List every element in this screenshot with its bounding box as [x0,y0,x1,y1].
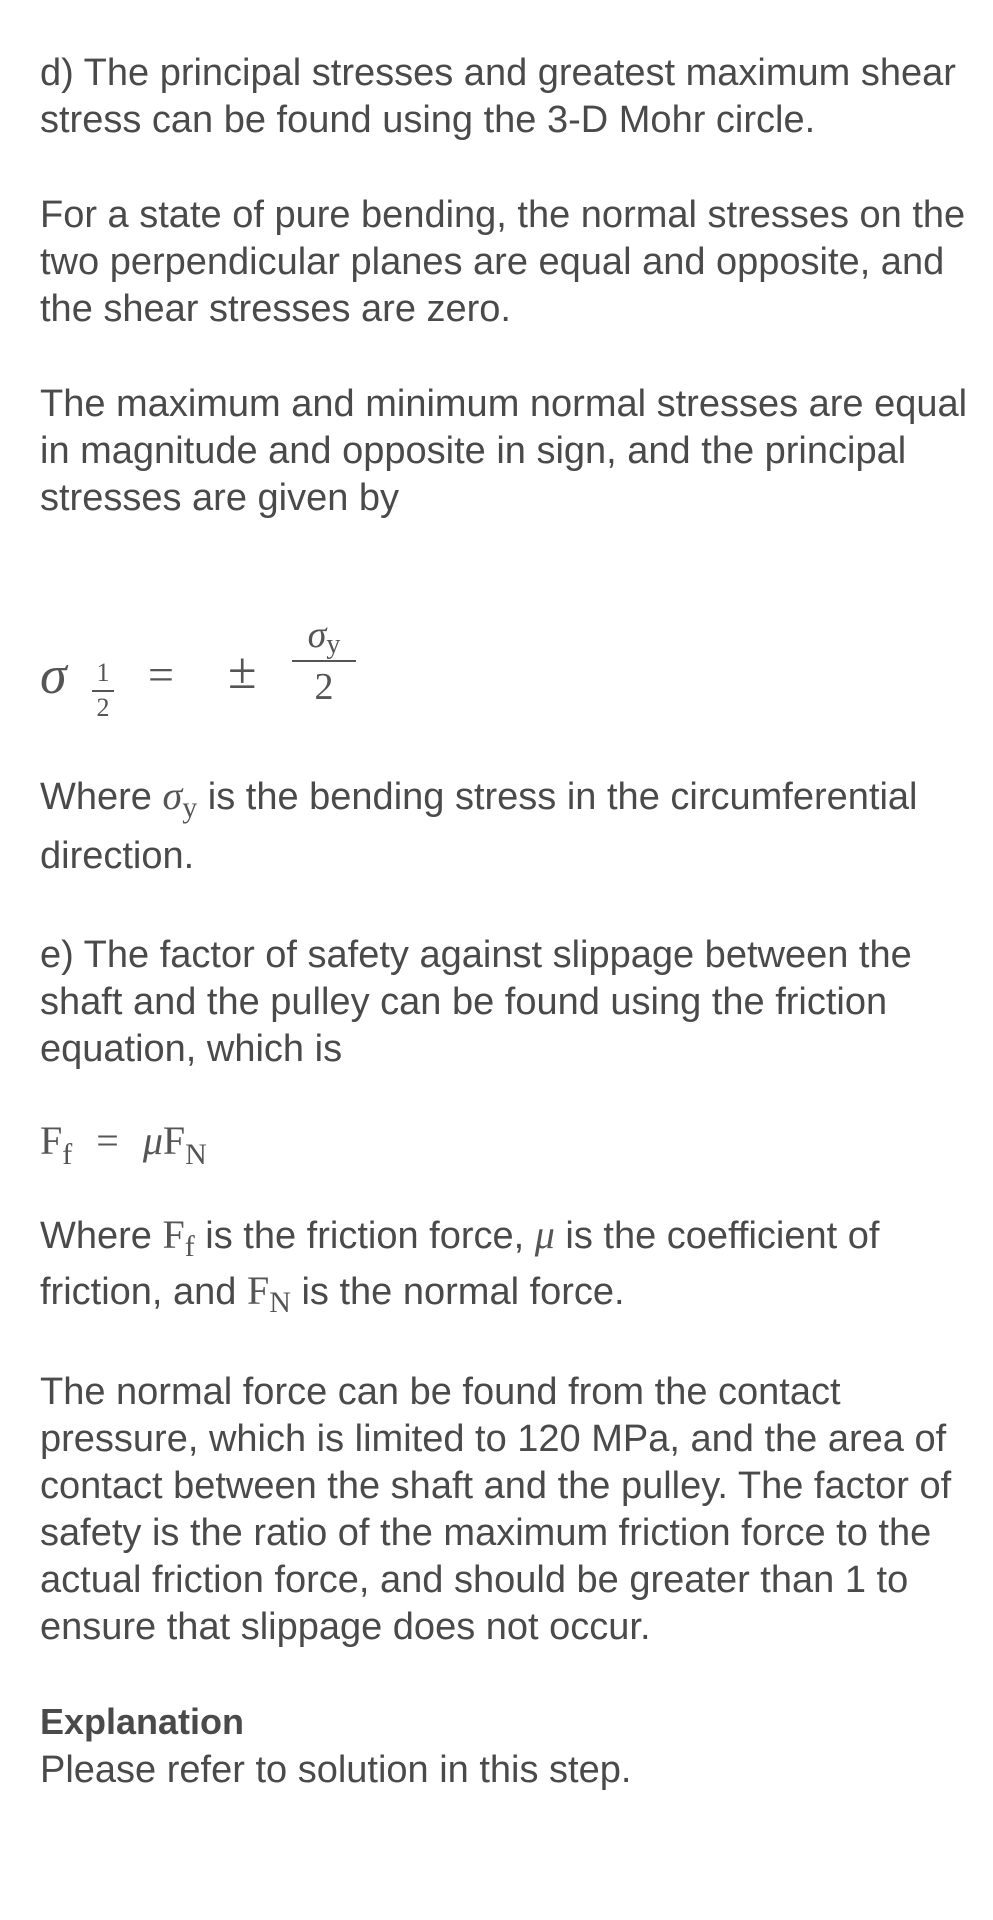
inline-sigma-y [162,773,198,824]
subscript-n: N [185,1138,207,1171]
principal-stress-equation [40,614,970,732]
fraction-bar [92,690,114,692]
mu-symbol: μ [142,1118,163,1163]
subscript-y: y [182,791,198,824]
paragraph-part-e: e) The factor of safety against slippage between the shaft and the pulley can be found using the friction equation, which is [40,934,912,1070]
force-symbol: F [162,1118,186,1163]
inline-ff [162,1212,195,1263]
text-segment: Where [40,1215,163,1257]
rhs-numerator [307,614,341,660]
paragraph-part-d: d) The principal stresses and greatest maximum shear stress can be found using the 3-D Mohr circle. [40,52,956,141]
subscript-y: y [326,629,341,660]
text-segment: is the normal force. [290,1271,625,1313]
paragraph-where-friction [40,1209,970,1321]
rhs-denominator: 2 [314,666,334,708]
fraction-bar [292,660,356,662]
subscript-n: N [269,1286,291,1319]
sigma-symbol: σ [307,614,327,656]
text-segment: is the friction force, [194,1215,535,1257]
force-symbol: F [40,1118,63,1163]
rhs-fraction [292,616,356,706]
subscript-denominator: 2 [96,693,110,722]
text-segment: is the coefficient of friction, and [40,1215,880,1313]
text-segment: is the bending stress in the circumferential direction. [40,776,918,877]
subscript-fraction [92,660,114,721]
friction-equation [40,1113,970,1173]
paragraph-normal-force: The normal force can be found from the contact pressure, which is limited to 120 MPa, and the area of contact between the shaft and the pulley. The factor of safety is the ratio of the maximum friction force to the actual friction force, and should be greater than 1 to ensure that slippage does not occur. [40,1371,952,1648]
plus-minus-sign: ± [228,643,257,700]
explanation-text: Please refer to solution in this step. [40,1749,632,1791]
equals-sign: = [96,1118,119,1163]
subscript-f: f [184,1230,195,1263]
sigma-symbol: σ [40,645,67,705]
sigma-symbol: σ [162,773,183,818]
force-symbol: F [162,1212,185,1257]
equals-sign: = [148,649,174,700]
inline-fn [247,1268,291,1319]
text-segment: Where [40,776,163,818]
paragraph-pure-bending: For a state of pure bending, the normal stresses on the two perpendicular planes are equal and opposite, and the shear stresses are zero. [40,194,966,330]
subscript-f: f [62,1138,73,1171]
solution-content [40,50,970,1794]
explanation-heading: Explanation [40,1701,245,1742]
subscript-numerator: 1 [96,658,110,687]
paragraph-where-sigma [40,768,970,884]
force-symbol: F [247,1268,270,1313]
mu-symbol: μ [534,1212,555,1257]
paragraph-max-min-stresses: The maximum and minimum normal stresses are equal in magnitude and opposite in sign, and the principal stresses are given by [40,383,968,519]
